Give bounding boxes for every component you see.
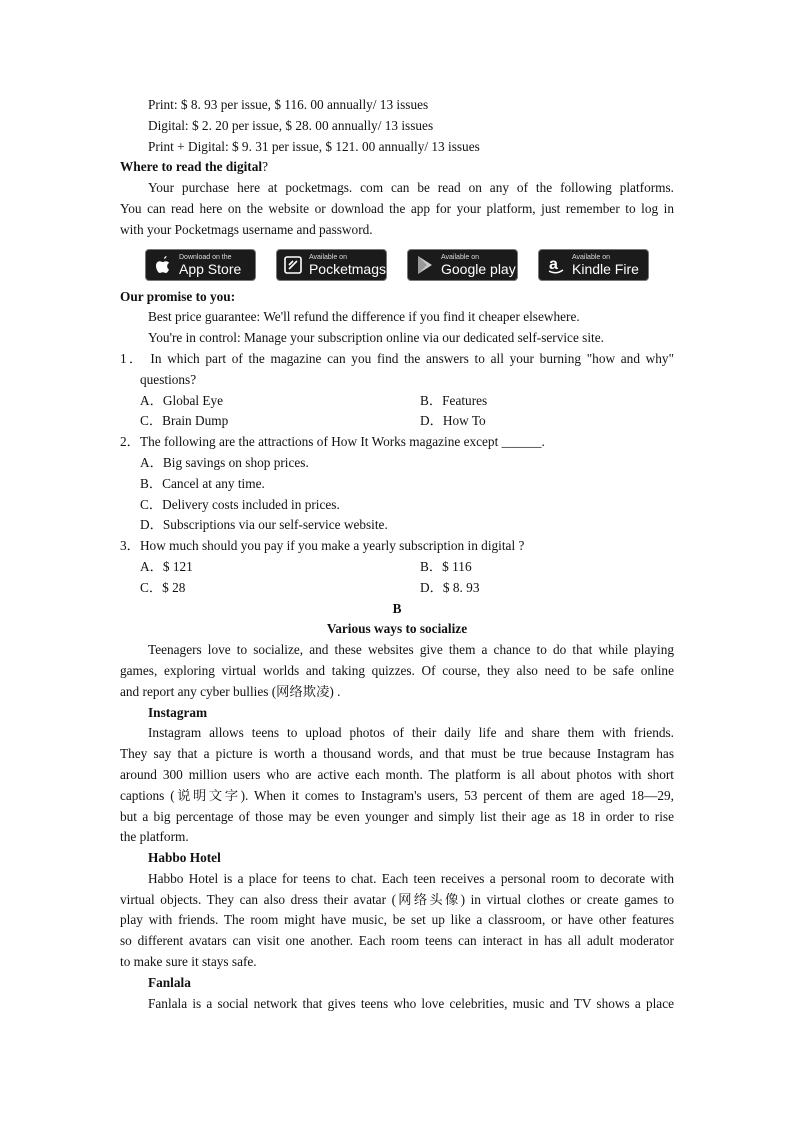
question-1-options-cd [120, 411, 674, 432]
pocketmags-icon [283, 254, 304, 276]
question-2-option-d: D．Subscriptions via our self-service website. [140, 517, 388, 533]
svg-text:a: a [549, 255, 558, 273]
where-heading [120, 157, 674, 178]
intro-line-2: games, exploring virtual worlds and taking quizzes. Of course, they also need to be safe online [120, 662, 674, 678]
option-b: B．$ 116 [420, 558, 472, 574]
instagram-line-2: They say that a picture is worth a thousand words, and that must be true because Instagram has [120, 746, 674, 762]
badge-small-text: Available on [572, 253, 611, 261]
document-page [120, 95, 674, 1014]
where-heading-q: ? [262, 159, 268, 175]
price-print: Print: $ 8. 93 per issue, $ 116. 00 annually/ 13 issues [148, 97, 429, 112]
google-play-badge[interactable] [407, 249, 518, 281]
where-heading-bold: Where to read the digital [120, 159, 263, 175]
promise-heading: Our promise to you: [120, 288, 236, 304]
habbo-line-3: play with friends. The room might have music, be set up like a classroom, or have other features [120, 912, 674, 928]
habbo-heading: Habbo Hotel [148, 850, 221, 866]
promise-line-1: Best price guarantee: We'll refund the difference if you find it cheaper elsewhere. [148, 309, 580, 325]
amazon-icon [545, 254, 567, 276]
where-line-3: with your Pocketmags username and password. [120, 221, 373, 237]
badge-big-text: Google play [441, 260, 516, 277]
question-2-option-c: C．Delivery costs included in prices. [140, 496, 340, 512]
option-a: A．Global Eye [140, 392, 224, 408]
option-a: A．$ 121 [140, 558, 193, 574]
badge-small-text: Available on [308, 253, 347, 261]
option-d: D．How To [420, 413, 486, 429]
question-3-options-cd [120, 578, 674, 599]
question-2-option-a: A．Big savings on shop prices. [140, 454, 309, 470]
price-print-digital: Print + Digital: $ 9. 31 per issue, $ 121. 00 annually/ 13 issues [148, 138, 480, 154]
instagram-line-3: around 300 million users who are active each month. The platform is all about photos with short [120, 766, 674, 782]
instagram-line-6: the platform. [120, 829, 189, 845]
habbo-line-5: to make sure it stays safe. [120, 954, 257, 970]
google-play-icon [414, 254, 436, 276]
instagram-heading: Instagram [148, 704, 208, 720]
badge-small-text: Download on the [179, 253, 232, 261]
section-letter: B [392, 600, 402, 616]
intro-line-1: Teenagers love to socialize, and these websites give them a chance to do that while playing [148, 642, 674, 658]
promise-line-2: You're in control: Manage your subscription online via our dedicated self-service site. [148, 330, 604, 346]
price-digital: Digital: $ 2. 20 per issue, $ 28. 00 annually/ 13 issues [148, 117, 434, 133]
question-1-options-ab [120, 391, 674, 412]
question-3: 3．How much should you pay if you make a yearly subscription in digital ? [120, 538, 525, 554]
badge-small-text: Available on [441, 253, 480, 261]
pocketmags-badge[interactable] [276, 249, 387, 281]
fanlala-heading: Fanlala [148, 974, 191, 990]
intro-line-3: and report any cyber bullies (网络欺凌) . [120, 683, 341, 699]
option-c: C．$ 28 [140, 579, 186, 595]
badge-big-text: Pocketmags [308, 260, 386, 277]
question-1-cont: questions? [140, 371, 197, 387]
habbo-line-1: Habbo Hotel is a place for teens to chat. Each teen receives a personal room to decorate with [148, 870, 674, 886]
badge-big-text: Kindle Fire [572, 260, 639, 277]
question-2-option-b: B．Cancel at any time. [140, 475, 265, 491]
instagram-line-1: Instagram allows teens to upload photos of their daily life and share them with friends. [148, 725, 674, 741]
question-1: 1． In which part of the magazine can you find the answers to all your burning "how and why" [120, 350, 674, 366]
fanlala-line-1: Fanlala is a social network that gives teens who love celebrities, music and TV shows a place [148, 995, 674, 1011]
question-3-options-ab [120, 557, 674, 578]
habbo-line-2: virtual objects. They can also dress their avatar (网络头像) in virtual clothes or create games to [120, 891, 674, 907]
kindle-fire-badge[interactable] [538, 249, 649, 281]
option-b: B．Features [420, 392, 488, 408]
badge-big-text: App Store [179, 260, 242, 277]
section-title: Various ways to socialize [326, 621, 468, 637]
where-line-2: You can read here on the website or download the app for your platform, just remember to log in [120, 200, 674, 216]
instagram-line-5: but a big percentage of those may be even younger and simply list their age as 18 in order to rise [120, 808, 674, 824]
where-line-1: Your purchase here at pocketmags. com can be read on any of the following platforms. [148, 180, 674, 196]
app-store-badge[interactable] [145, 249, 256, 281]
option-d: D．$ 8. 93 [420, 579, 480, 595]
habbo-line-4: so different avatars can visit one another. Each room teens can interact in has all adult moderator [120, 933, 674, 949]
store-badges [120, 245, 674, 285]
apple-icon [152, 254, 174, 276]
instagram-line-4: captions (说明文字). When it comes to Instagram's users, 53 percent of them are aged 18—29, [120, 787, 674, 803]
option-c: C．Brain Dump [140, 413, 229, 429]
question-2: 2．The following are the attractions of How It Works magazine except ______. [120, 434, 545, 450]
